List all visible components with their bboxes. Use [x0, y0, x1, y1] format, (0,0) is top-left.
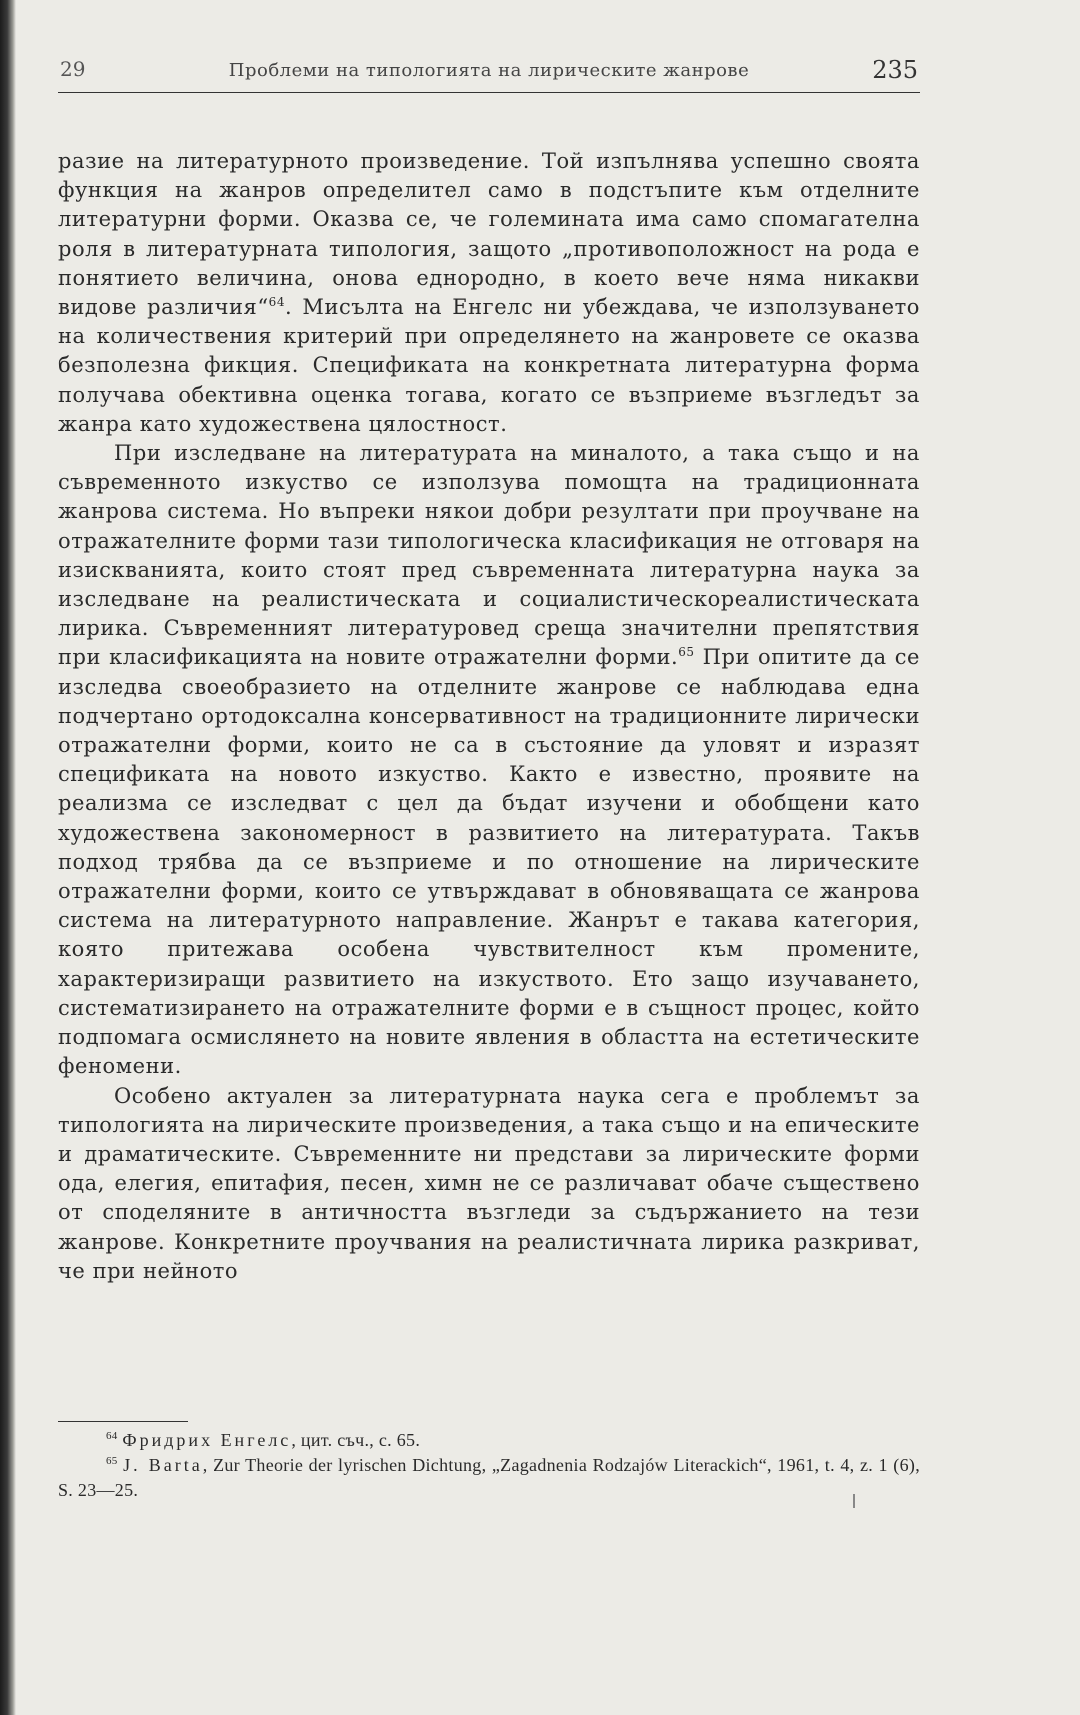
paragraph-3 [58, 1082, 920, 1286]
running-title: Проблеми на типологията на лирическите жанрове [228, 60, 750, 81]
body-text [58, 147, 920, 1286]
page-number: 235 [872, 56, 918, 84]
footnotes [58, 1428, 920, 1503]
footnote-reference: 64 [268, 295, 286, 310]
footnote-author: J. Barta [123, 1455, 203, 1475]
text-segment: Особено актуален за литературната наука сега е проблемът за типологията на лирическите произведения, а така също и на епическите и драматическите. Съвременните ни представи за лирическите форми ода, елегия, епитафия, песен, химн не се различават обаче съществено от споделяните в античността възгледи за съдържанието на тези жанрове. Конкретните проучвания на реалистичната лирика разкриват, че при нейното [58, 1083, 920, 1283]
footnote-reference: 65 [678, 645, 695, 660]
page [58, 52, 920, 1286]
footnote-64 [58, 1428, 920, 1453]
text-segment: При опитите да се изследва своеобразието на отделните жанрове се наблюдава една подчертано ортодоксална консервативност на традиционните лирически отражателни форми, които не са в състояние да уловят и изразят спецификата на новото изкуство. Както е известно, проявите на реализма се изследват с цел да бъдат изучени и обобщени като художествена закономерност в развитието на литературата. Такъв подход трябва да се възприеме и по отношение на лирическите отражателни форми, които се утвърждават в обновяващата се жанрова система на литературното направление. Жанрът е такава категория, която притежава особена чувствителност към промените, характеризиращи развитието на изкуството. Ето защо изучаването, систематизирането на отражателните форми е в същност процес, който подпомага осмислянето на новите явления в областта на естетическите феномени. [58, 645, 920, 1079]
footnote-author: Фридрих Енгелс [122, 1430, 292, 1450]
book-spine-shadow [0, 0, 16, 1715]
margin-mark [853, 1494, 855, 1508]
text-segment: . Мисълта на Енгелс ни убеждава, че използуването на количествения критерий при определянето на жанровете се оказва безполезна фикция. Спецификата на конкретната литературна форма получава обективна оценка тогава, когато се възприеме възгледът за жанра като художествена цялостност. [58, 295, 920, 436]
footnote-number: 65 [106, 1455, 118, 1467]
footnote-rule [58, 1421, 188, 1422]
page-header [58, 52, 920, 93]
footnote-65 [58, 1453, 920, 1503]
signature-number: 29 [60, 57, 86, 81]
paragraph-1 [58, 147, 920, 439]
text-segment: разие на литературното произведение. Той изпълнява успешно своята функция на жанров определител само в подстъпите към отделните литературни форми. Оказва се, че големината има само спомагателна роля в литературната типология, защото „противоположност на рода е понятието величина, онова еднородно, в което вече няма никакви видове различия“ [58, 149, 920, 320]
paragraph-2 [58, 439, 920, 1081]
footnote-text: , Zur Theorie der lyrischen Dichtung, „Zagadnenia Rodzajów Literackich“, 1961, t. 4, z. 1 (6), S. 23—25. [58, 1455, 920, 1500]
footnote-number: 64 [106, 1430, 118, 1442]
text-segment: При изследване на литературата на миналото, а така също и на съвременното изкуство се използува помощта на традиционната жанрова система. Но въпреки някои добри резултати при проучване на отражателните форми тази типологическа класификация не отговаря на изискванията, които стоят пред съвременната литературна наука за изследване на реалистическата и социалистическореалистическата лирика. Съвременният литературовед среща значителни препятствия при класификацията на новите отражателни форми. [58, 441, 920, 670]
footnote-text: , цит. съч., с. 65. [291, 1430, 421, 1450]
